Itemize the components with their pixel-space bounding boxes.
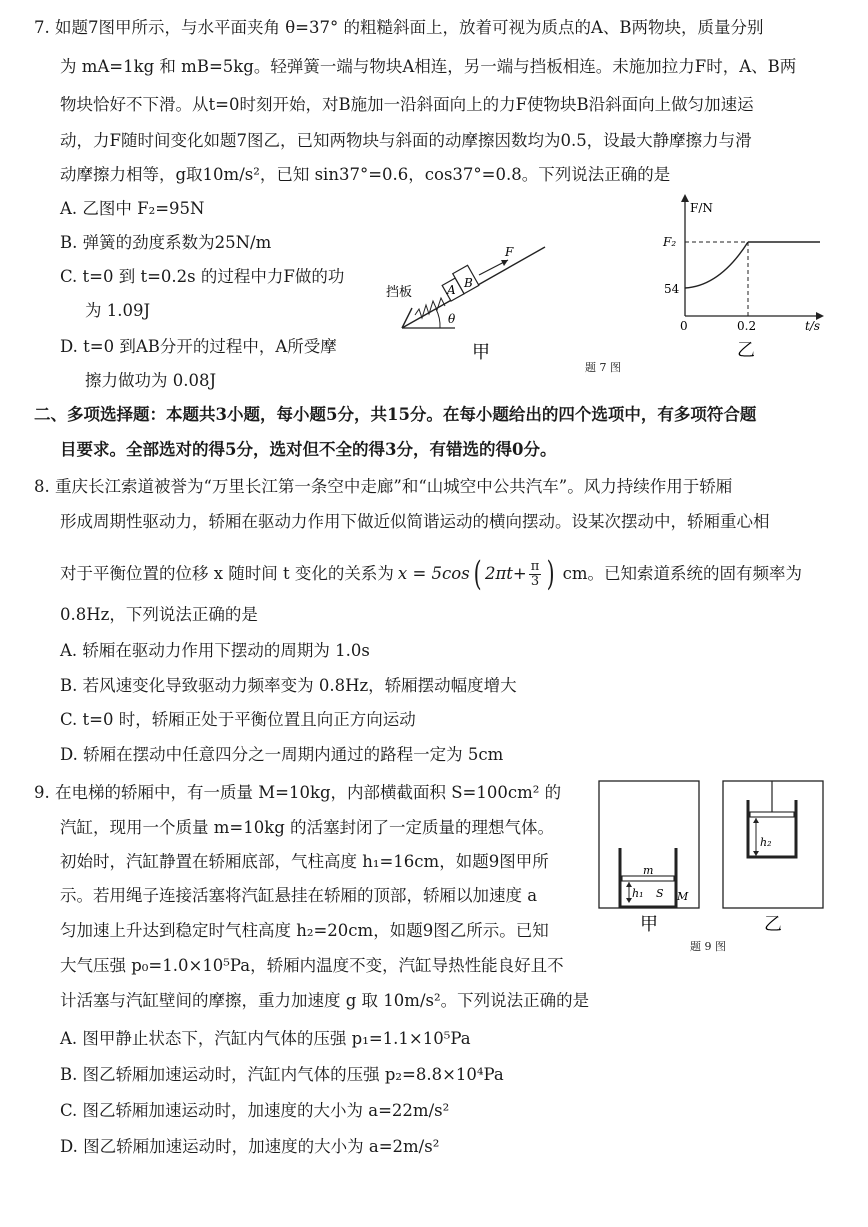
q7-option-c: C. t=0 到 t=0.2s 的过程中力F做的功 [60,267,345,286]
q8-option-b: B. 若风速变化导致驱动力频率变为 0.8Hz，轿厢摆动幅度增大 [60,676,517,695]
q9-figure-caption: 题 9 图 [690,940,726,953]
q9-option-a: A. 图甲静止状态下，汽缸内气体的压强 p₁=1.1×10⁵Pa [60,1029,471,1048]
y-axis-label: F/N [690,201,713,215]
q7-option-c-cont: 为 1.09J [85,301,151,320]
q9-figure-jia [598,780,700,940]
q7-option-d: D. t=0 到AB分开的过程中，A所受摩 [60,337,337,356]
q9-figure-yi [722,780,824,940]
x-axis-label: t/s [805,319,821,333]
fig-jia-caption: 甲 [472,342,490,363]
fig-9-jia-caption: 甲 [640,914,658,935]
q7-line-1: 7. 如题7图甲所示，与水平面夹角 θ=37° 的粗糙斜面上，放着可视为质点的A、B两物块，质量分别 [34,18,764,37]
q7-figure-caption: 题 7 图 [585,361,621,374]
h2-label: h₂ [760,836,772,849]
q8-option-d: D. 轿厢在摆动中任意四分之一周期内通过的路程一定为 5cm [60,745,504,764]
q7-figure-yi [655,190,830,370]
q7-option-b: B. 弹簧的劲度系数为25N/m [60,233,272,252]
q7-option-a: A. 乙图中 F₂=95N [60,199,205,218]
q9-line-4: 示。若用绳子连接活塞将汽缸悬挂在轿厢的顶部，轿厢以加速度 a [60,886,538,905]
f2-tick-label: F₂ [663,235,677,249]
baffle-label: 挡板 [386,285,413,300]
section-2-line-1: 二、多项选择题：本题共3小题，每小题5分，共15分。在每小题给出的四个选项中，有多项符合题 [34,405,757,424]
q7-line-4: 动，力F随时间变化如题7图乙，已知两物块与斜面的动摩擦因数均为0.5，设最大静摩擦力与滑 [60,131,752,150]
force-f-label: F [505,245,514,259]
q7-line-2: 为 mA=1kg 和 mB=5kg。轻弹簧一端与物块A相连，另一端与挡板相连。未施加拉力F时，A、B两 [60,57,797,76]
q8-line-2: 形成周期性驱动力，轿厢在驱动力作用下做近似简谐运动的横向摆动。设某次摆动中，轿厢重心相 [60,512,770,531]
q9-option-c: C. 图乙轿厢加速运动时，加速度的大小为 a=22m/s² [60,1101,450,1120]
q9-line-5: 匀加速上升达到稳定时气柱高度 h₂=20cm，如题9图乙所示。已知 [60,921,549,940]
q7-line-3: 物块恰好不下滑。从t=0时刻开始，对B施加一沿斜面向上的力F使物块B沿斜面向上做匀加速运 [60,95,754,114]
value-54-label: 54 [664,282,680,296]
q9-line-7: 计活塞与汽缸壁间的摩擦，重力加速度 g 取 10m/s²。下列说法正确的是 [60,991,590,1010]
q9-line-1: 9. 在电梯的轿厢中，有一质量 M=10kg，内部横截面积 S=100cm² 的 [34,783,562,802]
area-s-label: S [656,887,664,900]
mass-big-m-label: M [677,890,689,903]
pi-over-3-fraction: $\frac{\pi}{3}$ [530,558,540,589]
q8-line-4: 0.8Hz，下列说法正确的是 [60,605,258,624]
section-2-line-2: 目要求。全部选对的得5分，选对但不全的得3分，有错选的得0分。 [60,440,557,459]
origin-label: 0 [680,319,688,333]
q8-formula: x = 5cos ( 2πt+ $\frac{\pi}{3}$ ) [397,554,555,594]
x-tick-label: 0.2 [737,319,757,333]
q9-line-6: 大气压强 p₀=1.0×10⁵Pa，轿厢内温度不变，汽缸导热性能良好且不 [60,956,564,975]
q8-option-c: C. t=0 时，轿厢正处于平衡位置且向正方向运动 [60,710,416,729]
q8-line-3-post: cm。已知索道系统的固有频率为 [562,564,802,583]
q7-option-d-cont: 擦力做功为 0.08J [85,371,217,390]
block-b-label: B [464,276,473,290]
theta-label: θ [448,312,456,326]
fig-yi-caption: 乙 [737,340,755,361]
fig-9-yi-caption: 乙 [764,914,782,935]
q9-line-2: 汽缸，现用一个质量 m=10kg 的活塞封闭了一定质量的理想气体。 [60,818,555,837]
q9-option-d: D. 图乙轿厢加速运动时，加速度的大小为 a=2m/s² [60,1137,440,1156]
block-a-label: A [447,283,456,297]
q7-line-5: 动摩擦力相等，g取10m/s²，已知 sin37°=0.6，cos37°=0.8。下列说法正确的是 [60,165,671,184]
q9-option-b: B. 图乙轿厢加速运动时，汽缸内气体的压强 p₂=8.8×10⁴Pa [60,1065,504,1084]
q7-figure-jia [380,238,580,368]
mass-m-label: m [643,864,654,877]
q8-line-3-pre: 对于平衡位置的位移 x 随时间 t 变化的关系为 [60,564,394,583]
q8-line-3 [60,554,802,594]
q8-option-a: A. 轿厢在驱动力作用下摆动的周期为 1.0s [60,641,370,660]
h1-label: h₁ [632,887,644,900]
q8-line-1: 8. 重庆长江索道被誉为“万里长江第一条空中走廊”和“山城空中公共汽车”。风力持续作用于轿厢 [34,477,733,496]
q9-line-3: 初始时，汽缸静置在轿厢底部，气柱高度 h₁=16cm，如题9图甲所 [60,852,549,871]
